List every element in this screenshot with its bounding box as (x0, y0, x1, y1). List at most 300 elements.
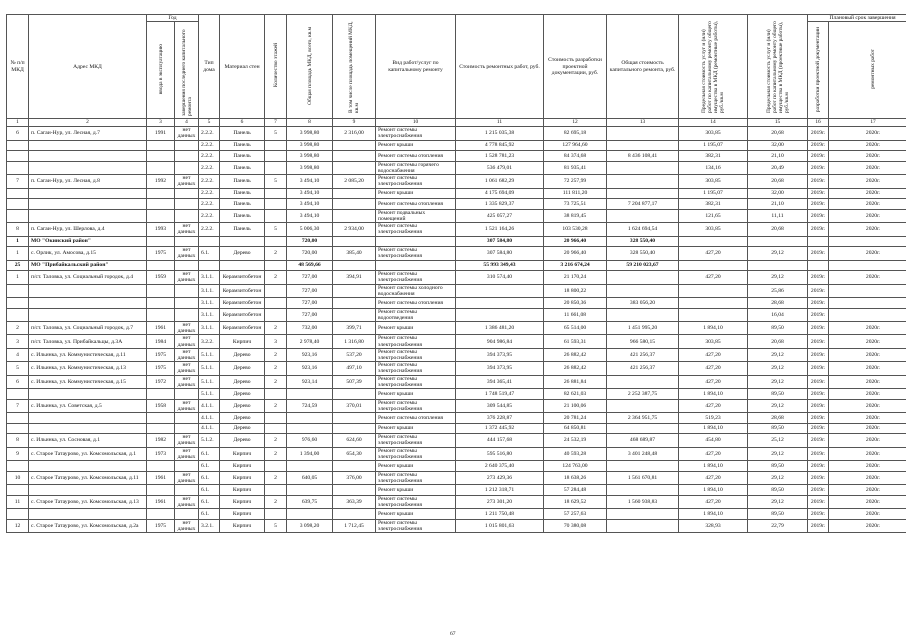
cell-design-cost: 18 638,26 (544, 471, 607, 484)
cell-total-cost: 1 560 938,83 (607, 495, 679, 508)
cell-house-type (199, 260, 220, 271)
cell-limit-unit-cost (679, 260, 748, 271)
cell-year-built (147, 461, 175, 472)
cell-repair-cost: 1 528 781,23 (456, 151, 544, 162)
cell-work-type: Ремонт системы отопления (376, 413, 456, 424)
header-walls: Материал стен (220, 15, 265, 119)
cell-limit-design-cost: 29,12 (748, 399, 808, 412)
cell-total-cost: 7 204 877,17 (607, 199, 679, 210)
cell-floors (265, 236, 287, 247)
cell-house-type: 2.2.2. (199, 127, 220, 140)
column-number: 4 (175, 119, 199, 127)
cell-repair-cost (456, 284, 544, 297)
cell-number (7, 485, 29, 496)
cell-year-repair (175, 161, 199, 174)
cell-total-cost (607, 375, 679, 388)
cell-number: 1 (7, 271, 29, 284)
cell-deadline-works: 2020г. (829, 140, 906, 151)
cell-walls: Дерево (220, 247, 265, 260)
column-number: 1 (7, 119, 29, 127)
cell-floors (265, 161, 287, 174)
cell-deadline-design: 2019г. (808, 471, 829, 484)
cell-residential-area: 624,60 (333, 434, 376, 447)
cell-floors (265, 140, 287, 151)
cell-deadline-design: 2019г. (808, 413, 829, 424)
cell-limit-design-cost: 29,12 (748, 471, 808, 484)
cell-deadline-design: 2019г. (808, 188, 829, 199)
cell-total-cost (607, 209, 679, 222)
cell-repair-cost: 1 212 318,71 (456, 485, 544, 496)
cell-repair-cost: 307 584,80 (456, 247, 544, 260)
cell-deadline-works: 2020г. (829, 188, 906, 199)
cell-deadline-works: 2020г. (829, 461, 906, 472)
table-row (7, 461, 906, 472)
cell-address: п/ст. Таловка, ул. Прибайкальцы, д.3А (29, 335, 147, 348)
cell-residential-area (333, 413, 376, 424)
cell-year-repair (175, 209, 199, 222)
cell-address: с. Ильинка, ул. Сосновая, д.1 (29, 434, 147, 447)
cell-deadline-works: 2020г. (829, 375, 906, 388)
table-row (7, 223, 906, 236)
cell-house-type: 5.1.1. (199, 362, 220, 375)
cell-limit-design-cost: 21,10 (748, 199, 808, 210)
cell-walls: Дерево (220, 389, 265, 400)
cell-deadline-works: 2020г. (829, 161, 906, 174)
cell-limit-design-cost: 89,50 (748, 423, 808, 434)
cell-number (7, 298, 29, 309)
cell-design-cost: 40 593,28 (544, 447, 607, 460)
table-row (7, 151, 906, 162)
cell-work-type: Ремонт системы электроснабжения (376, 495, 456, 508)
cell-total-area (287, 509, 333, 520)
cell-residential-area (333, 209, 376, 222)
cell-deadline-works: 2020г. (829, 509, 906, 520)
cell-residential-area: 1 316,80 (333, 335, 376, 348)
cell-residential-area (333, 423, 376, 434)
cell-year-repair: нет данных (175, 375, 199, 388)
cell-limit-unit-cost: 303,85 (679, 127, 748, 140)
column-number: 9 (333, 119, 376, 127)
cell-residential-area (333, 298, 376, 309)
cell-design-cost: 73 725,51 (544, 199, 607, 210)
cell-year-built (147, 188, 175, 199)
cell-house-type: 5.1.2. (199, 434, 220, 447)
cell-total-cost (607, 461, 679, 472)
cell-year-repair (175, 151, 199, 162)
cell-deadline-works: 2020г. (829, 199, 906, 210)
cell-total-area: 727,00 (287, 271, 333, 284)
cell-year-repair: нет данных (175, 247, 199, 260)
table-row (7, 471, 906, 484)
cell-number (7, 188, 29, 199)
cell-year-built: 1961 (147, 322, 175, 335)
cell-address: с. Ильинка, ул. Коммунистическая, д.13 (29, 362, 147, 375)
cell-work-type: Ремонт системы электроснабжения (376, 362, 456, 375)
cell-limit-design-cost: 89,50 (748, 509, 808, 520)
cell-deadline-works: 2020г. (829, 151, 906, 162)
cell-residential-area: 399,71 (333, 322, 376, 335)
cell-year-built (147, 308, 175, 321)
cell-house-type: 5.1.1. (199, 348, 220, 361)
cell-year-built (147, 509, 175, 520)
cell-limit-design-cost: 20,49 (748, 161, 808, 174)
cell-deadline-works: 2020г. (829, 271, 906, 284)
cell-limit-design-cost: 29,12 (748, 348, 808, 361)
cell-limit-design-cost: 28,68 (748, 298, 808, 309)
cell-number (7, 308, 29, 321)
cell-residential-area (333, 188, 376, 199)
cell-year-repair: нет данных (175, 348, 199, 361)
cell-design-cost: 20 850,36 (544, 298, 607, 309)
cell-walls: Дерево (220, 348, 265, 361)
cell-design-cost: 72 257,99 (544, 175, 607, 188)
cell-year-repair: нет данных (175, 271, 199, 284)
cell-residential-area (333, 151, 376, 162)
cell-walls: Кирпич (220, 495, 265, 508)
table-row (7, 247, 906, 260)
cell-year-built: 1972 (147, 375, 175, 388)
cell-limit-design-cost: 28,68 (748, 413, 808, 424)
cell-deadline-design: 2019г. (808, 423, 829, 434)
cell-deadline-works: 2020г. (829, 413, 906, 424)
cell-address (29, 509, 147, 520)
cell-year-repair (175, 140, 199, 151)
cell-limit-unit-cost (679, 308, 748, 321)
cell-floors: 2 (265, 447, 287, 460)
cell-deadline-design: 2019г. (808, 485, 829, 496)
cell-design-cost: 84 374,68 (544, 151, 607, 162)
cell-floors: 5 (265, 519, 287, 532)
cell-number: 11 (7, 495, 29, 508)
cell-walls: Дерево (220, 434, 265, 447)
cell-work-type: Ремонт крыши (376, 389, 456, 400)
cell-total-cost: 468 689,87 (607, 434, 679, 447)
cell-deadline-works: 2020г. (829, 495, 906, 508)
cell-residential-area: 654,30 (333, 447, 376, 460)
cell-walls: Керамзитобетон (220, 298, 265, 309)
cell-address (29, 423, 147, 434)
cell-residential-area (333, 389, 376, 400)
cell-floors (265, 151, 287, 162)
cell-total-area (287, 485, 333, 496)
cell-house-type (199, 236, 220, 247)
cell-year-repair: нет данных (175, 434, 199, 447)
cell-house-type: 6.1. (199, 509, 220, 520)
cell-repair-cost: 904 986,84 (456, 335, 544, 348)
cell-year-repair (175, 461, 199, 472)
cell-walls: Панель (220, 127, 265, 140)
cell-floors: 2 (265, 322, 287, 335)
cell-work-type: Ремонт крыши (376, 188, 456, 199)
cell-house-type: 2.2.2. (199, 140, 220, 151)
column-number: 16 (808, 119, 829, 127)
table-row (7, 335, 906, 348)
cell-house-type: 2.2.2. (199, 188, 220, 199)
cell-year-repair (175, 413, 199, 424)
cell-number: 1 (7, 247, 29, 260)
cell-design-cost: 81 935,41 (544, 161, 607, 174)
cell-walls: Панель (220, 223, 265, 236)
cell-work-type: Ремонт крыши (376, 485, 456, 496)
cell-limit-unit-cost: 519,23 (679, 413, 748, 424)
cell-total-area: 727,00 (287, 284, 333, 297)
cell-floors (265, 308, 287, 321)
table-row (7, 140, 906, 151)
cell-total-area: 923,16 (287, 362, 333, 375)
cell-address: с. Старое Татаурово, ул. Комсомольская, д.1 (29, 447, 147, 460)
cell-year-built: 1975 (147, 362, 175, 375)
cell-total-area: 48 569,66 (287, 260, 333, 271)
cell-floors: 2 (265, 348, 287, 361)
cell-residential-area: 537,20 (333, 348, 376, 361)
cell-year-built (147, 140, 175, 151)
cell-total-cost (607, 271, 679, 284)
column-number: 15 (748, 119, 808, 127)
cell-year-repair (175, 308, 199, 321)
cell-repair-cost: 444 157,68 (456, 434, 544, 447)
cell-residential-area (333, 161, 376, 174)
cell-design-cost: 11 661,08 (544, 308, 607, 321)
cell-deadline-design: 2019г. (808, 209, 829, 222)
cell-total-area: 727,00 (287, 308, 333, 321)
cell-limit-unit-cost (679, 298, 748, 309)
cell-deadline-works: 2020г. (829, 127, 906, 140)
column-number: 11 (456, 119, 544, 127)
table-row (7, 322, 906, 335)
cell-address: с. Старое Татаурово, ул. Комсомольская, д.13 (29, 495, 147, 508)
cell-walls: Керамзитобетон (220, 271, 265, 284)
cell-total-cost: 383 056,20 (607, 298, 679, 309)
cell-total-cost: 59 210 023,67 (607, 260, 679, 271)
cell-design-cost: 24 532,19 (544, 434, 607, 447)
cell-number (7, 509, 29, 520)
cell-floors: 5 (265, 223, 287, 236)
cell-total-cost: 2 252 387,75 (607, 389, 679, 400)
cell-work-type: Ремонт системы электроснабжения (376, 175, 456, 188)
cell-address: МО "Окинский район" (29, 236, 147, 247)
cell-year-repair (175, 485, 199, 496)
table-row (7, 447, 906, 460)
cell-year-repair: нет данных (175, 495, 199, 508)
header-residential-area: В том числе площадь помещений МКД, кв.м (333, 15, 376, 119)
cell-year-built (147, 151, 175, 162)
cell-year-built: 1958 (147, 399, 175, 412)
table-row (7, 423, 906, 434)
cell-year-repair (175, 188, 199, 199)
cell-floors (265, 461, 287, 472)
cell-deadline-works (829, 236, 906, 247)
cell-repair-cost: 2 640 375,40 (456, 461, 544, 472)
cell-house-type: 3.2.1. (199, 519, 220, 532)
cell-limit-unit-cost: 427,20 (679, 375, 748, 388)
header-year-repair: завершения последнего капитального ремонта (175, 22, 199, 119)
cell-floors (265, 284, 287, 297)
cell-address: МО "Прибайкальский район" (29, 260, 147, 271)
cell-total-area: 3 998,80 (287, 127, 333, 140)
cell-deadline-design: 2019г. (808, 284, 829, 297)
cell-limit-design-cost: 29,12 (748, 375, 808, 388)
cell-house-type: 5.1.1. (199, 389, 220, 400)
cell-house-type: 6.1. (199, 461, 220, 472)
cell-work-type: Ремонт системы электроснабжения (376, 434, 456, 447)
cell-total-cost (607, 399, 679, 412)
cell-deadline-design: 2019г. (808, 519, 829, 532)
cell-residential-area: 2 085,20 (333, 175, 376, 188)
cell-limit-unit-cost: 1 894,10 (679, 485, 748, 496)
cell-deadline-design: 2019г. (808, 495, 829, 508)
cell-deadline-design: 2019г. (808, 461, 829, 472)
cell-house-type: 2.2.2. (199, 199, 220, 210)
cell-residential-area: 507,39 (333, 375, 376, 388)
cell-deadline-works: 2020г. (829, 485, 906, 496)
cell-work-type: Ремонт системы электроснабжения (376, 348, 456, 361)
cell-year-built (147, 423, 175, 434)
cell-limit-unit-cost (679, 236, 748, 247)
cell-number: 10 (7, 471, 29, 484)
cell-address (29, 413, 147, 424)
cell-number: 9 (7, 447, 29, 460)
cell-house-type: 4.1.1. (199, 423, 220, 434)
cell-deadline-design: 2019г. (808, 151, 829, 162)
table-row (7, 375, 906, 388)
cell-house-type: 2.2.2. (199, 175, 220, 188)
cell-design-cost: 38 819,45 (544, 209, 607, 222)
district-total-row (7, 260, 906, 271)
cell-deadline-works: 2020г. (829, 399, 906, 412)
cell-work-type: Ремонт системы отопления (376, 199, 456, 210)
cell-limit-design-cost: 89,50 (748, 485, 808, 496)
table-row (7, 348, 906, 361)
cell-limit-design-cost: 89,50 (748, 461, 808, 472)
column-number: 8 (287, 119, 333, 127)
cell-total-cost (607, 188, 679, 199)
cell-total-cost: 966 580,15 (607, 335, 679, 348)
cell-deadline-design: 2019г. (808, 199, 829, 210)
table-row (7, 434, 906, 447)
cell-number (7, 413, 29, 424)
table-row (7, 161, 906, 174)
cell-limit-design-cost: 89,50 (748, 389, 808, 400)
column-number: 14 (679, 119, 748, 127)
cell-residential-area: 370,01 (333, 399, 376, 412)
table-row (7, 519, 906, 532)
cell-residential-area (333, 199, 376, 210)
cell-house-type: 3.1.1. (199, 284, 220, 297)
cell-year-repair: нет данных (175, 519, 199, 532)
cell-total-area: 976,60 (287, 434, 333, 447)
cell-floors (265, 389, 287, 400)
cell-total-cost (607, 485, 679, 496)
cell-total-area: 923,14 (287, 375, 333, 388)
cell-repair-cost: 1 386 481,20 (456, 322, 544, 335)
cell-design-cost: 82 621,03 (544, 389, 607, 400)
cell-repair-cost (456, 308, 544, 321)
cell-residential-area (333, 485, 376, 496)
cell-deadline-design: 2019г. (808, 223, 829, 236)
cell-repair-cost: 394 365,41 (456, 375, 544, 388)
cell-address (29, 485, 147, 496)
cell-walls: Керамзитобетон (220, 284, 265, 297)
cell-number: 5 (7, 362, 29, 375)
cell-year-built (147, 389, 175, 400)
cell-house-type: 2.2.2. (199, 209, 220, 222)
cell-work-type: Ремонт крыши (376, 423, 456, 434)
cell-residential-area (333, 284, 376, 297)
cell-limit-unit-cost: 427,20 (679, 447, 748, 460)
cell-deadline-works: 2020г. (829, 389, 906, 400)
cell-address: с. Старое Татаурово, ул. Комсомольская, д.11 (29, 471, 147, 484)
cell-design-cost: 26 882,42 (544, 348, 607, 361)
cell-work-type: Ремонт системы электроснабжения (376, 223, 456, 236)
cell-walls: Кирпич (220, 471, 265, 484)
cell-floors (265, 260, 287, 271)
cell-limit-design-cost: 16,04 (748, 308, 808, 321)
cell-total-cost: 421 256,37 (607, 348, 679, 361)
cell-total-cost: 2 364 951,75 (607, 413, 679, 424)
cell-design-cost: 20 966,40 (544, 236, 607, 247)
cell-year-repair (175, 509, 199, 520)
cell-limit-unit-cost: 427,20 (679, 495, 748, 508)
cell-work-type: Ремонт системы электроснабжения (376, 471, 456, 484)
cell-address: с. Ильинка, ул. Коммунистическая, д.15 (29, 375, 147, 388)
cell-house-type: 4.1.1. (199, 413, 220, 424)
cell-year-repair (175, 423, 199, 434)
cell-number: 8 (7, 434, 29, 447)
table-row (7, 362, 906, 375)
cell-floors (265, 485, 287, 496)
cell-walls: Дерево (220, 375, 265, 388)
cell-number: 2 (7, 322, 29, 335)
cell-address (29, 284, 147, 297)
cell-walls: Дерево (220, 362, 265, 375)
cell-limit-unit-cost: 121,65 (679, 209, 748, 222)
cell-repair-cost: 309 544,85 (456, 399, 544, 412)
cell-floors: 5 (265, 127, 287, 140)
table-row (7, 509, 906, 520)
table-row (7, 271, 906, 284)
cell-year-repair: нет данных (175, 447, 199, 460)
cell-limit-unit-cost: 427,20 (679, 271, 748, 284)
cell-house-type: 6.1. (199, 447, 220, 460)
cell-repair-cost: 1 015 801,63 (456, 519, 544, 532)
cell-floors (265, 209, 287, 222)
cell-repair-cost: 1 335 829,37 (456, 199, 544, 210)
cell-deadline-works: 2020г. (829, 223, 906, 236)
cell-total-cost: 1 624 694,54 (607, 223, 679, 236)
cell-limit-design-cost: 20,68 (748, 175, 808, 188)
cell-year-built (147, 199, 175, 210)
cell-floors: 5 (265, 175, 287, 188)
cell-limit-design-cost (748, 236, 808, 247)
cell-total-cost: 328 550,40 (607, 247, 679, 260)
cell-address: п/ст. Таловка, ул. Социальный городок, д.4 (29, 271, 147, 284)
cell-total-cost (607, 509, 679, 520)
cell-walls: Кирпич (220, 519, 265, 532)
cell-floors: 2 (265, 495, 287, 508)
header-limit-design-cost: Предельная стоимость услуг и (или) работ по капитальному ремонту общего имущества в МКД (проектные работы), руб./кв.м (748, 15, 808, 119)
cell-total-area: 720,00 (287, 247, 333, 260)
cell-deadline-design: 2019г. (808, 175, 829, 188)
table-row (7, 413, 906, 424)
cell-total-cost (607, 284, 679, 297)
cell-deadline-works (829, 284, 906, 297)
cell-year-built (147, 413, 175, 424)
cell-limit-design-cost (748, 260, 808, 271)
cell-year-repair: нет данных (175, 175, 199, 188)
cell-address (29, 140, 147, 151)
cell-repair-cost: 273 301,20 (456, 495, 544, 508)
cell-limit-unit-cost: 1 894,10 (679, 423, 748, 434)
